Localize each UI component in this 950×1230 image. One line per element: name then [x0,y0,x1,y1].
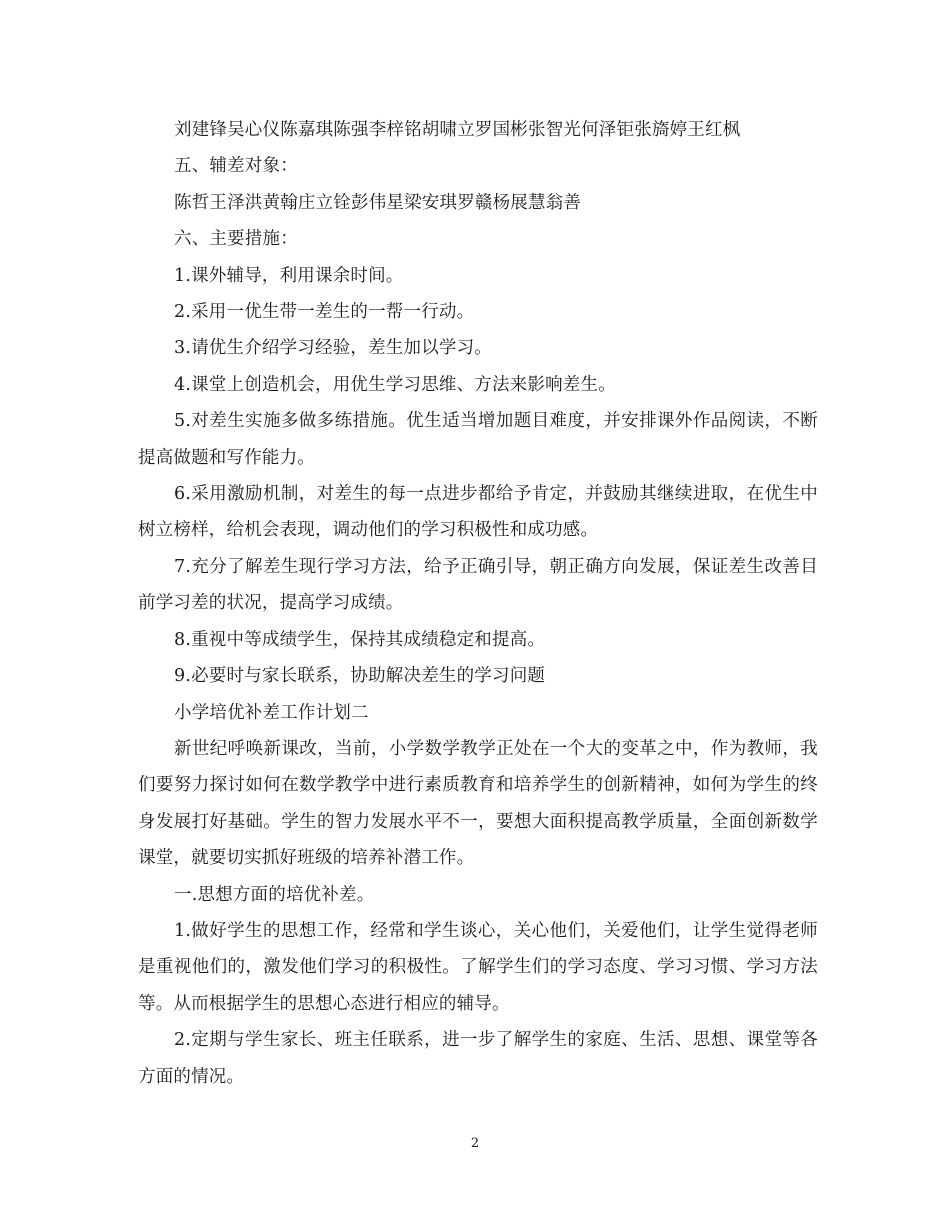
measure-item-3: 3.请优生介绍学习经验，差生加以学习。 [174,338,492,359]
section-heading-main-measures: 六、主要措施： [174,229,298,250]
measure-item-1: 1.课外辅导，利用课余时间。 [174,265,404,286]
student-list-top: 刘建锋吴心仪陈嘉琪陈强李梓铭胡啸立罗国彬张智光何泽钜张旖婷王红枫 [174,120,741,140]
ideological-item-1: 1.做好学生的思想工作，经常和学生谈心，关心他们，关爱他们，让学生觉得老师是重视他们的，激发他们学习的积极性。了解学生们的学习态度、学习习惯、学习方法等。从而根据学生的思想心态进行相应的辅导。 [138,920,818,1014]
measure-item-6: 6.采用激励机制，对差生的每一点进步都给予肯定，并鼓励其继续进取，在优生中树立榜样，给机会表现，调动他们的学习积极性和成功感。 [138,484,818,541]
remedial-student-list: 陈哲王泽洪黄翰庄立铨彭伟星梁安琪罗赣杨展慧翁善 [174,192,582,213]
ideological-item-2: 2.定期与学生家长、班主任联系，进一步了解学生的家庭、生活、思想、课堂等各方面的情况。 [138,1030,818,1087]
plan-two-title: 小学培优补差工作计划二 [174,702,369,723]
measure-item-8: 8.重视中等成绩学生，保持其成绩稳定和提高。 [174,629,546,650]
measure-item-7: 7.充分了解差生现行学习方法，给予正确引导，朝正确方向发展，保证差生改善目前学习差的状况，提高学习成绩。 [138,556,818,614]
document-body [138,112,818,1095]
plan-two-intro: 新世纪呼唤新课改，当前，小学数学教学正处在一个大的变革之中，作为教师，我们要努力探讨如何在数学教学中进行素质教育和培养学生的创新精神，如何为学生的终身发展打好基础。学生的智力发展水平不一，要想大面积提高教学质量，全面创新数学课堂，就要切实抓好班级的培养补潜工作。 [138,738,818,869]
section-heading-ideological: 一.思想方面的培优补差。 [174,884,375,905]
measure-item-9: 9.必要时与家长联系，协助解决差生的学习问题 [174,666,546,687]
section-heading-remedial-targets: 五、辅差对象： [174,156,298,177]
measure-item-4: 4.课堂上创造机会，用优生学习思维、方法来影响差生。 [174,374,616,395]
measure-item-5: 5.对差生实施多做多练措施。优生适当增加题目难度，并安排课外作品阅读，不断提高做题和写作能力。 [138,411,818,468]
measure-item-2: 2.采用一优生带一差生的一帮一行动。 [174,302,475,323]
page-number: 2 [470,1136,480,1151]
